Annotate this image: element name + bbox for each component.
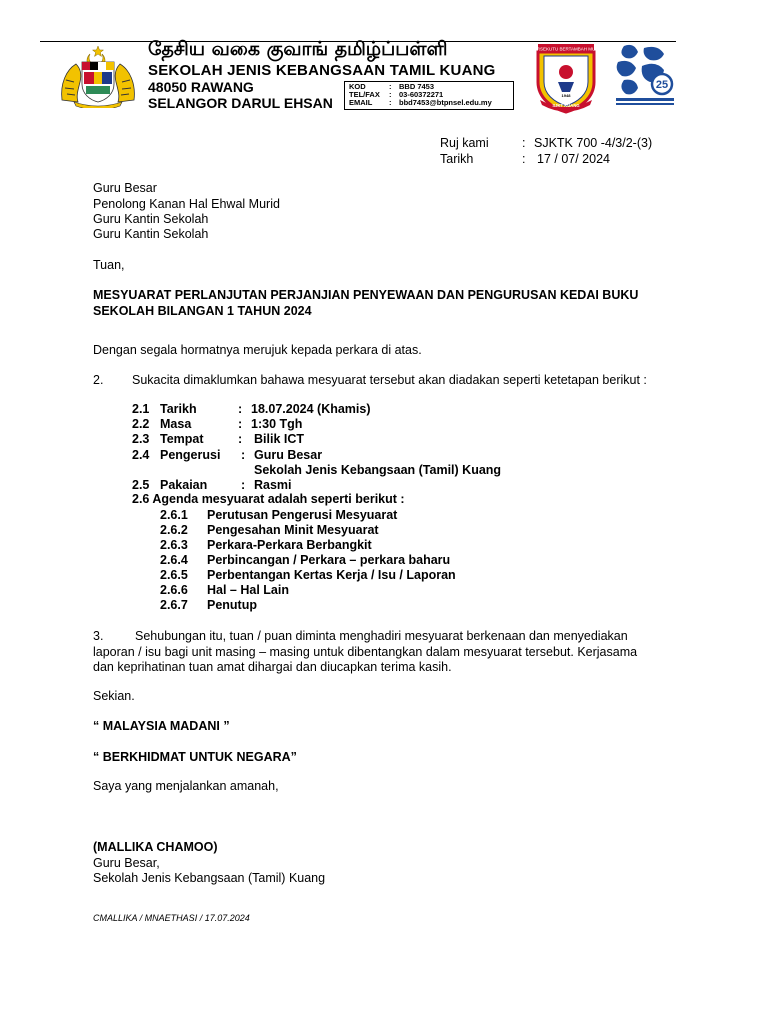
svg-text:1948: 1948: [561, 93, 571, 98]
agenda-num: 2.6.4: [160, 553, 188, 567]
amanah-line: Saya yang menjalankan amanah,: [93, 779, 279, 793]
para2-text: Sukacita dimaklumkan bahawa mesyuarat tersebut akan diadakan seperti ketetapan berikut :: [132, 373, 647, 387]
agenda-item: Perbentangan Kertas Kerja / Isu / Laporan: [207, 568, 456, 582]
subject-line-1: MESYUARAT PERLANJUTAN PERJANJIAN PENYEWAAN DAN PENGURUSAN KEDAI BUKU: [93, 288, 639, 302]
closing: Sekian.: [93, 689, 135, 703]
agenda-item: Perkara-Perkara Berbangkit: [207, 538, 372, 552]
recipient-line: Guru Kantin Sekolah: [93, 227, 209, 241]
slogan-berkhidmat: “ BERKHIDMAT UNTUK NEGARA”: [93, 750, 297, 764]
detail-num: 2.2: [132, 417, 150, 431]
detail-value: Bilik ICT: [254, 432, 305, 446]
slogan-malaysia-madani: “ MALAYSIA MADANI ”: [93, 719, 230, 733]
detail-colon: :: [241, 478, 246, 492]
address-line-2: SELANGOR DARUL EHSAN: [148, 95, 333, 111]
agenda-num: 2.6.2: [160, 523, 188, 537]
agenda-item: Penutup: [207, 598, 257, 612]
para3-line-3: dan keprihatinan tuan amat dihargai dan diucapkan terima kasih.: [93, 660, 452, 674]
detail-value: Guru Besar: [254, 448, 323, 462]
detail-label: Tempat: [160, 432, 204, 446]
intro-paragraph: Dengan segala hormatnya merujuk kepada perkara di atas.: [93, 343, 422, 357]
detail-label: Tarikh: [160, 402, 197, 416]
agenda-num: 2.6.5: [160, 568, 188, 582]
ref-value: SJKTK 700 -4/3/2-(3): [534, 136, 653, 150]
agenda-num: 2.6.6: [160, 583, 188, 597]
date-label: Tarikh: [440, 152, 474, 166]
agenda-item: Hal – Hal Lain: [207, 583, 289, 597]
agenda-title: 2.6 Agenda mesyuarat adalah seperti berikut :: [132, 492, 405, 506]
detail-num: 2.1: [132, 402, 150, 416]
info-row-kod: KOD : BBD 7453: [349, 82, 435, 91]
salutation: Tuan,: [93, 258, 125, 272]
detail-colon: :: [241, 448, 246, 462]
address-line-1: 48050 RAWANG: [148, 79, 254, 95]
recipient-line: Penolong Kanan Hal Ehwal Murid: [93, 197, 280, 211]
detail-label: Pakaian: [160, 478, 208, 492]
recipient-line: Guru Besar: [93, 181, 157, 195]
agenda-num: 2.6.1: [160, 508, 188, 522]
school-logo-icon: [530, 42, 602, 114]
detail-label: Masa: [160, 417, 192, 431]
coat-of-arms-icon: [56, 44, 140, 108]
date-value: 17 / 07/ 2024: [537, 152, 610, 166]
detail-colon: :: [238, 417, 243, 431]
svg-text:BERSEKUTU BERTAMBAH MUTU: BERSEKUTU BERTAMBAH MUTU: [530, 46, 602, 52]
svg-text:SJKT KUANG: SJKT KUANG: [552, 103, 580, 108]
detail-num: 2.3: [132, 432, 150, 446]
agenda-num: 2.6.3: [160, 538, 188, 552]
para3-line-2: laporan / isu bagi unit masing – masing untuk dibentangkan dalam mesyuarat tersebut. Kerjasama: [93, 645, 638, 659]
detail-value: Rasmi: [254, 478, 292, 492]
date-colon: :: [522, 152, 526, 166]
agenda-item: Perbincangan / Perkara – perkara baharu: [207, 553, 451, 567]
para3-number: 3.: [93, 629, 104, 643]
detail-value: 1:30 Tgh: [251, 417, 303, 431]
detail-colon: :: [238, 402, 243, 416]
recipient-line: Guru Kantin Sekolah: [93, 212, 209, 226]
info-row-telfax: TEL/FAX : 03-60372271: [349, 90, 444, 99]
agenda-item: Pengesahan Minit Mesyuarat: [207, 523, 379, 537]
para3-line-1: Sehubungan itu, tuan / puan diminta menghadiri mesyuarat berkenaan dan menyediakan: [135, 629, 628, 643]
detail-num: 2.4: [132, 448, 150, 462]
footer-reference-note: CMALLIKA / MNAETHASI / 17.07.2024: [93, 913, 250, 923]
detail-label: Pengerusi: [160, 448, 221, 462]
signer-name: (MALLIKA CHAMOO): [93, 840, 218, 854]
detail-value-line2: Sekolah Jenis Kebangsaan (Tamil) Kuang: [254, 463, 502, 477]
info-row-email: EMAIL : bbd7453@btpnsel.edu.my: [349, 98, 492, 107]
para2-number: 2.: [93, 373, 104, 387]
agenda-num: 2.6.7: [160, 598, 188, 612]
ref-colon: :: [522, 136, 526, 150]
subject-line-2: SEKOLAH BILANGAN 1 TAHUN 2024: [93, 304, 312, 318]
contact-info-box: [344, 81, 514, 110]
signer-school: Sekolah Jenis Kebangsaan (Tamil) Kuang: [93, 871, 326, 885]
school-name: SEKOLAH JENIS KEBANGSAAN TAMIL KUANG: [148, 62, 496, 79]
detail-colon: :: [238, 432, 243, 446]
detail-num: 2.5: [132, 478, 150, 492]
svg-text:25: 25: [655, 79, 669, 91]
school-name-tamil: தேசிய வகை குவாங் தமிழ்ப்பள்ளி: [148, 38, 448, 60]
detail-value: 18.07.2024 (Khamis): [251, 402, 371, 416]
anniversary-logo-icon: [614, 42, 676, 108]
ref-label: Ruj kami: [440, 136, 489, 150]
signer-title: Guru Besar,: [93, 856, 160, 870]
agenda-item: Perutusan Pengerusi Mesyuarat: [207, 508, 398, 522]
